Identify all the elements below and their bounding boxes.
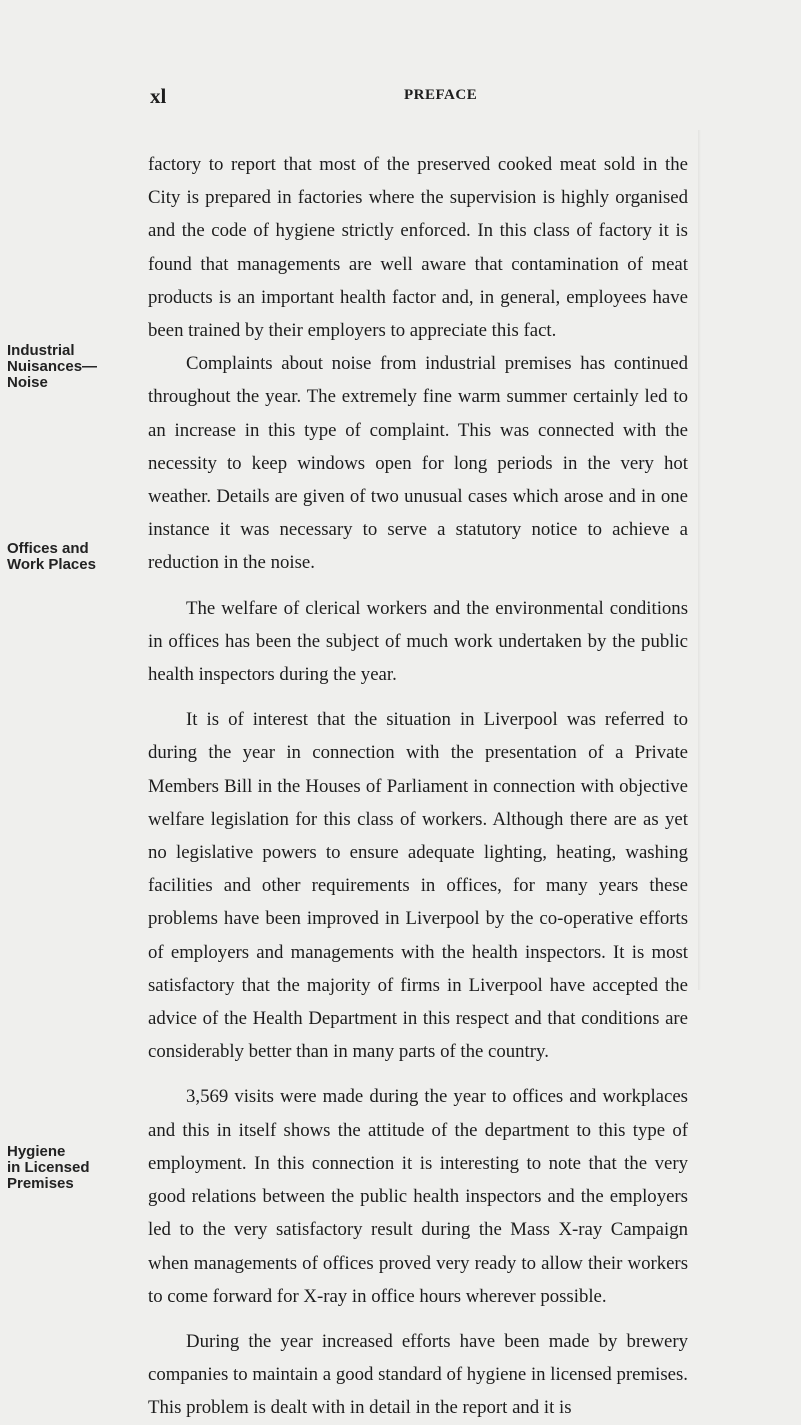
sidenote-offices-work-places xyxy=(7,541,117,573)
sidenote-hygiene-licensed-premises xyxy=(7,1144,117,1192)
sidenote-line: in Licensed xyxy=(7,1159,90,1176)
sidenote-line: Hygiene xyxy=(7,1143,66,1160)
paragraph: The welfare of clerical workers and the environmental conditions in offices has been the subject of much work undertaken by the public health inspectors during the year. xyxy=(148,597,688,686)
sidenote-line: Industrial xyxy=(7,342,75,359)
page-number: xl xyxy=(150,84,167,108)
page-edge-shadow xyxy=(698,130,701,990)
page-header xyxy=(0,84,801,114)
running-head: PREFACE xyxy=(404,87,478,103)
sidenote-line: Nuisances— xyxy=(7,358,98,375)
paragraph: During the year increased efforts have been made by brewery companies to maintain a good standard of hygiene in licensed premises. This problem is dealt with in detail in the report and it is xyxy=(148,1330,688,1419)
sidenote-line: Offices and xyxy=(7,540,89,557)
paragraph: factory to report that most of the preserved cooked meat sold in the City is prepared in factories where the supervision is highly organised and the code of hygiene strictly enforced. In this class of factory it is found that managements are well aware that contamination of meat products is an important health factor and, in general, employees have been trained by their employers to appreciate this fact. xyxy=(148,154,688,342)
paragraph: 3,569 visits were made during the year to offices and workplaces and this in itself shows the attitude of the department to this type of employment. In this connection it is interesting to note that the very good relations between the public health inspectors and the employers led to the very satisfactory result during the Mass X-ray Campaign when managements of offices proved very ready to allow their workers to come forward for X-ray in office hours wherever possible. xyxy=(148,1086,688,1307)
body-text xyxy=(148,148,688,1425)
sidenote-line: Work Places xyxy=(7,556,96,573)
sidenote-industrial-nuisances xyxy=(7,343,117,391)
paragraph: It is of interest that the situation in Liverpool was referred to during the year in connection with the presentation of a Private Members Bill in the Houses of Parliament in connection with objective welfare legislation for this class of workers. Although there are as yet no legislative powers to ensure adequate lighting, heating, washing facilities and other requirements in offices, for many years these problems have been improved in Liverpool by the co-operative efforts of employers and managements with the health inspectors. It is most satisfactory that the majority of firms in Liverpool have accepted the advice of the Health Department in this respect and that conditions are considerably better than in many parts of the country. xyxy=(148,709,688,1063)
sidenote-line: Premises xyxy=(7,1175,74,1192)
paragraph: Complaints about noise from industrial premises has continued throughout the year. The extremely fine warm summer certainly led to an increase in this type of complaint. This was connected with the necessity to keep windows open for long periods in the very hot weather. Details are given of two unusual cases which arose and in one instance it was necessary to serve a statutory notice to achieve a reduction in the noise. xyxy=(148,353,688,574)
sidenote-line: Noise xyxy=(7,374,48,391)
